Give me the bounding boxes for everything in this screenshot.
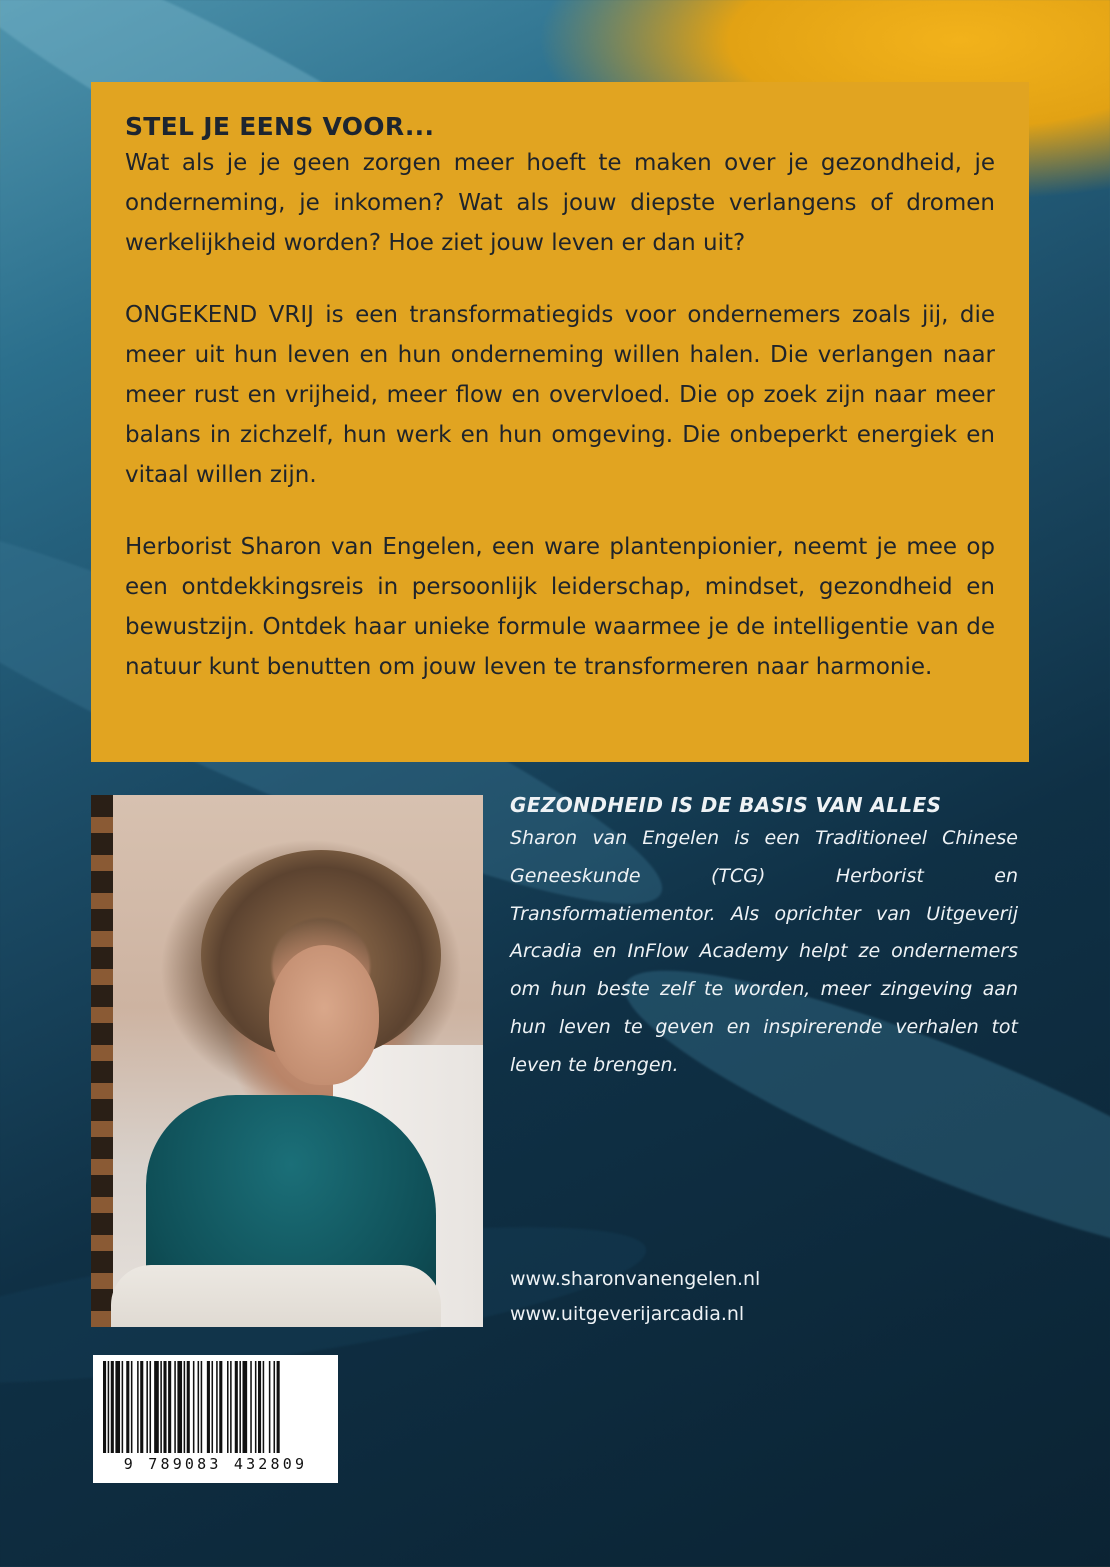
barcode-bar xyxy=(255,1361,257,1453)
barcode-bar xyxy=(122,1361,124,1453)
barcode-bar xyxy=(126,1361,129,1453)
barcode-bar xyxy=(219,1361,222,1453)
barcode-bar xyxy=(227,1361,229,1453)
barcode-bar xyxy=(108,1361,110,1453)
barcode-bar xyxy=(263,1361,265,1453)
barcode-bar xyxy=(243,1361,248,1453)
photo-face xyxy=(269,945,379,1085)
panel-paragraph: ONGEKEND VRIJ is een transformatiegids voor ondernemers zoals jij, die meer uit hun leven en hun onderneming willen halen. Die verlangen naar meer rust en vrijheid, meer flow en overvloed. Die op zoek zijn naar meer balans in zichzelf, hun werk en hun omgeving. Die onbeperkt energiek en vitaal willen zijn. xyxy=(125,302,995,488)
barcode-bar xyxy=(160,1361,162,1453)
barcode-bar xyxy=(111,1361,114,1453)
bio-heading: GEZONDHEID IS DE BASIS VAN ALLES xyxy=(510,793,942,817)
barcode-bar xyxy=(212,1361,214,1453)
barcode-bar xyxy=(163,1361,166,1453)
isbn-barcode xyxy=(93,1355,338,1483)
barcode-bar xyxy=(250,1361,252,1453)
author-photo xyxy=(91,795,483,1327)
panel-paragraph: Herborist Sharon van Engelen, een ware plantenpionier, neemt je mee op een ontdekkingsreis in persoonlijk leiderschap, mindset, gezondheid en bewustzijn. Ontdek haar unieke formule waarmee je de intelligentie van de natuur kunt benutten om jouw leven te transformeren naar harmonie. xyxy=(125,534,995,680)
bio-text: Sharon van Engelen is een Traditioneel Chinese Geneeskunde (TCG) Herborist en Transformatiementor. Als oprichter van Uitgeverij Arcadia en InFlow Academy helpt ze ondernemers om hun beste zelf te worden, meer zingeving aan hun leven te geven en inspirerende verhalen tot leven te brengen. xyxy=(510,827,1018,1076)
barcode-bar xyxy=(184,1361,186,1453)
barcode-bar xyxy=(258,1361,261,1453)
barcode-bar xyxy=(274,1361,276,1453)
barcode-bar xyxy=(201,1361,203,1453)
barcode-bar xyxy=(115,1361,120,1453)
barcode-bars xyxy=(101,1361,330,1453)
barcode-bar xyxy=(198,1361,200,1453)
barcode-bar xyxy=(239,1361,241,1453)
barcode-bar xyxy=(193,1361,195,1453)
barcode-bar xyxy=(230,1361,232,1453)
barcode-bar xyxy=(269,1361,271,1453)
barcode-bar xyxy=(277,1361,280,1453)
photo-background-post xyxy=(91,795,113,1327)
website-links xyxy=(510,1262,760,1332)
barcode-bar xyxy=(154,1361,159,1453)
website-link[interactable]: www.uitgeverijarcadia.nl xyxy=(510,1303,745,1325)
barcode-bar xyxy=(168,1361,171,1453)
panel-paragraph: Wat als je je geen zorgen meer hoeft te maken over je gezondheid, je onderneming, je inkomen? Wat als jouw diepste verlangens of dromen werkelijkheid worden? Hoe ziet jouw leven er dan uit? xyxy=(125,150,995,256)
barcode-digits: 9 789083 432809 xyxy=(123,1455,308,1473)
barcode-bar xyxy=(207,1361,210,1453)
author-bio xyxy=(510,790,1018,1085)
barcode-bar xyxy=(103,1361,106,1453)
photo-pants xyxy=(111,1265,441,1327)
barcode-bar xyxy=(131,1361,133,1453)
barcode-bar xyxy=(150,1361,152,1453)
barcode-bar xyxy=(177,1361,182,1453)
barcode-bar xyxy=(216,1361,218,1453)
barcode-bar xyxy=(174,1361,176,1453)
website-link[interactable]: www.sharonvanengelen.nl xyxy=(510,1268,761,1290)
barcode-bar xyxy=(137,1361,139,1453)
barcode-bar xyxy=(146,1361,148,1453)
barcode-bar xyxy=(140,1361,143,1453)
panel-heading: STEL JE EENS VOOR... xyxy=(125,112,435,141)
barcode-bar xyxy=(235,1361,238,1453)
intro-panel xyxy=(91,82,1029,762)
barcode-bar xyxy=(187,1361,190,1453)
